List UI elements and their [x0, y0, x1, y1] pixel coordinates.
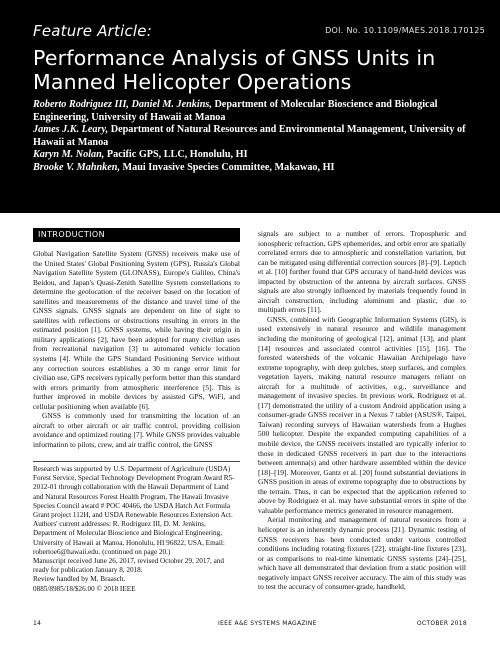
author-names: Karyn M. Nolan,	[33, 149, 105, 161]
footnote-divider	[33, 461, 240, 462]
author-line-3	[33, 149, 483, 162]
body-paragraph: Aerial monitoring and management of natural resources from a helicopter is an inherently dynamic process [21]. Dynamic testing of GNSS receivers has been conducted under various controlled conditions including rotating fixtures [22], straight-line fixtures [23], or as comparisons to real-time kinematic GNSS systems [24]–[25], which have all demonstrated that deviation from a static position will negatively impact GNSS receiver accuracy. The aim of this study was to test the accuracy of consumer-grade, handheld,	[258, 515, 466, 592]
footnote-text: 0885/8985/18/$26.00 © 2018 IEEE	[33, 584, 136, 593]
section-heading: INTRODUCTION	[38, 230, 106, 239]
intro-paragraph: Global Navigation Satellite System (GNSS) receivers make use of the United States' Global Positioning System (GPS), Russia's Global Navigation Satellite System (GLONASS), Europe's Galileo, China's Beidou, and Japan's Quasi-Zenith Satellite System constellations to determine the geolocation of the receiver based on the location of satellites and measurements of the distance and travel time of the GNSS signals. GNSS signals are dependent on line of sight to satellites with reflections or obstructions resulting in errors in the estimated position [1]. GNSS systems, while having their origin in military applications [2], have been adopted for many civilian uses from recreational navigation [3] to automated vehicle location systems [4]. While the GPS Standard Positioning Service without any correction sources establishes a 30 m range error limit for civilian use, GPS receivers typically perform better than this standard with errors primarily from atmospheric interference [5]. This is further improved in mobile devices by assisted GPS, WiFi, and cellular positioning when available [6].	[33, 249, 240, 411]
feature-label: Feature Article:	[33, 22, 152, 40]
intro-paragraph: GNSS is commonly used for transmitting the location of an aircraft to other aircraft or air traffic control, providing collision avoidance and optimized routing [7]. While GNSS provides valuable information to pilots, crew, and air traffic control, the GNSS	[33, 411, 240, 449]
author-names: Brooke V. Mahnken,	[33, 161, 120, 173]
issue-date: OCTOBER 2018	[416, 620, 467, 627]
author-line-2	[33, 124, 483, 149]
title-banner	[0, 0, 500, 213]
footnote-text: Manuscript received June 26, 2017, revised October 29, 2017, and ready for publication January 8, 2018.	[33, 557, 225, 575]
author-affiliation: Maui Invasive Species Committee, Makawao, HI	[120, 161, 335, 173]
author-list	[33, 99, 483, 175]
footnote-text: Review handled by M. Braasch.	[33, 575, 126, 584]
author-names: James J.K. Leary,	[33, 124, 109, 136]
section-heading-bar	[33, 228, 240, 242]
body-paragraph: GNSS, combined with Geographic Information Systems (GIS), is used extensively in natural resource and wildlife management including the monitoring of geological [12], animal [13], and plant [14] resources and associated control activities [15], [16]. The forested watersheds of the volcanic Hawaiian Archipelago have extreme topography, with deep gulches, steep surfaces, and complex vegetation layers, making natural resource managers reliant on aircraft for a multitude of activities, e.g., surveillance and management of invasive species. In previous work, Rodriguez et al. [17] demonstrated the utility of a custom Android application using a consumer-grade GNSS receiver in a Nexus 7 tablet (ASUS®, Taipei, Taiwan) recording surveys of Hawaiian watersheds from a Hughes 500 helicopter. Despite the expanded computing capabilities of a mobile device, the GNSS receivers installed are typically inferior to those in dedicated GNSS receivers in part due to the interactions between antenna(s) and other hardware assembled within the device [18]–[19]. Moreover, Gantz et al. [20] found substantial deviations in GNSS position in areas of extreme topography due to obstructions by the terrain. Thus, it can be expected that the application referred to above by Rodriguez et al. may have substantial errors in spite of the valuable performance metrics generated in resource management.	[258, 314, 466, 515]
author-line-1	[33, 99, 483, 124]
article-title: Performance Analysis of GNSS Units in Manned Helicopter Operations	[33, 46, 436, 94]
author-affiliation: Pacific GPS, LLC, Honolulu, HI	[104, 149, 248, 161]
author-affiliation: Department of Molecular Bioscience and Biological Engineering, University of Hawaii at Manoa	[33, 99, 438, 123]
author-line-4	[33, 162, 483, 175]
body-paragraph: signals are subject to a number of errors. Tropospheric and ionospheric refraction, GPS ephemerides, and orbit error are spatially correlated errors due to atmospheric and constellation variation, but can be mitigated using differential correction sources [8]–[9]. Leptich et al. [10] further found that GPS accuracy of hand-held devices was impacted by obstruction of the antenna by aircraft surfaces. GNSS signals are also strongly influenced by materials frequently found in aircraft construction, including aluminum and plastic, due to multipath errors [11].	[258, 229, 466, 315]
author-names: Roberto Rodriguez III, Daniel M. Jenkins,	[33, 99, 212, 110]
intro-column	[33, 249, 240, 449]
author-affiliation: Department of Natural Resources and Environmental Management, University of Hawaii at Manoa	[33, 124, 466, 148]
funding-footnote	[33, 465, 240, 594]
page-number: 14	[33, 620, 42, 627]
footnote-text: Research was supported by U.S. Department of Agriculture (USDA) Forest Service, Special Technology Development Program Award R5-2012-01 through collaboration with the Hawaii Department of Land and Natural Resources Forest Health Program, The Hawaii Invasive Species Council award # POC 40466, the USDA Hatch Act Formula Grant project 112H, and USDA Renewable Resources Extension Act. Authors' current addresses: R. Rodriguez III, D. M. Jenkins, Department of Molecular Bioscience and Biological Engineering, University of Hawaii at Manoa, Honolulu, HI 96822, USA, Email: robertoe6@hawaii.edu. (continued on page 20.)	[33, 465, 235, 556]
page-footer	[33, 620, 467, 630]
magazine-name: IEEE A&E SYSTEMS MAGAZINE	[218, 620, 317, 627]
right-column	[258, 229, 466, 592]
doi-number: DOI. No. 10.1109/MAES.2018.170125	[325, 26, 485, 35]
